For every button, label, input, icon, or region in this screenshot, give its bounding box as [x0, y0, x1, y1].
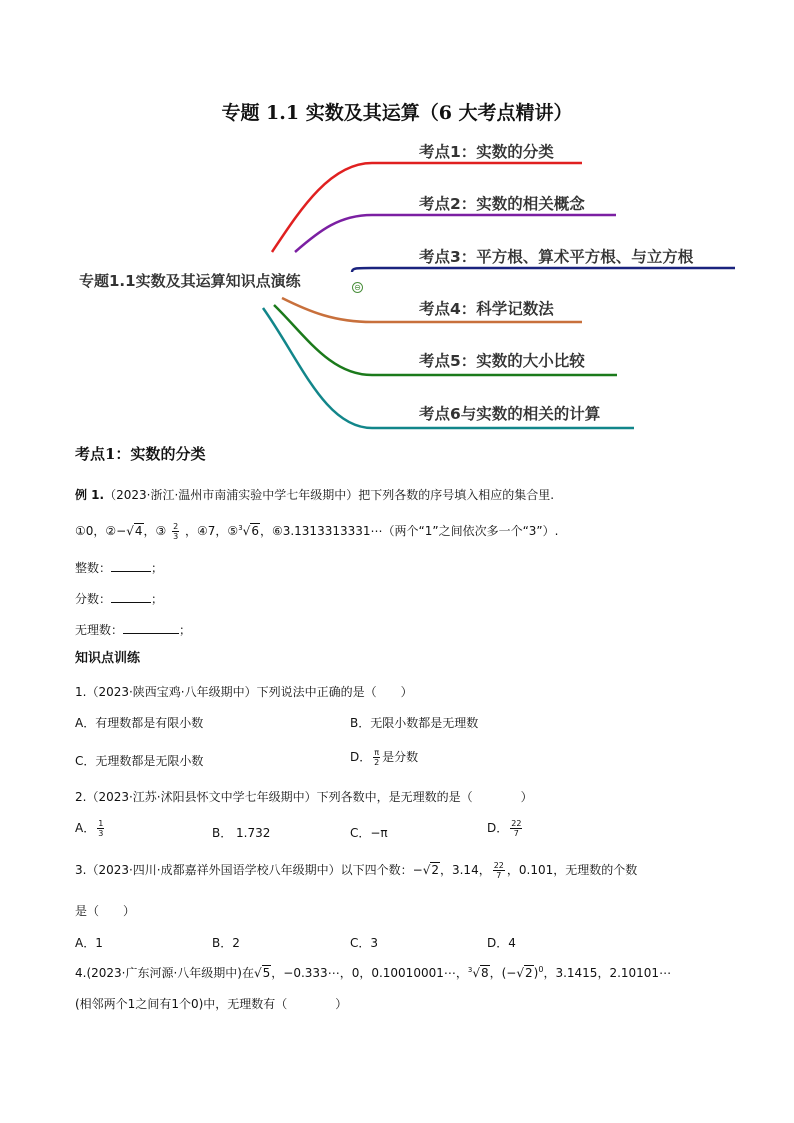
collapse-icon[interactable]: ⊖ [352, 282, 363, 293]
fill-fraction: 分数： ； [75, 592, 164, 606]
answer-blank[interactable] [111, 602, 151, 603]
question-4-stem: 4.(2023·广东河源·八年级期中)在√5，−0.333⋯，0，0.10010001⋯，$^3$√8，$(-√2)^0$，3.1415，2.10101⋯ [75, 965, 672, 980]
question-3-stem-line2: 是（ ） [75, 904, 136, 918]
q3-option-d[interactable]: D．4 [487, 936, 516, 950]
question-1-stem: 1.（2023·陕西宝鸡·八年级期中）下列说法中正确的是（ ） [75, 685, 413, 699]
example-label: 例 1. [75, 488, 105, 502]
page-title: 专题 1.1 实数及其运算（6 大考点精讲） [221, 102, 573, 124]
q2-option-c[interactable]: C．−π [350, 826, 388, 840]
q1-option-d[interactable]: D． $\frac{\pi}{2}$ 是分数 [350, 748, 419, 767]
question-3-stem: 3.（2023·四川·成都嘉祥外国语学校八年级期中）以下四个数：−√2，3.14， $\frac{22}{7}$ ，0.101，无理数的个数 [75, 861, 638, 880]
mind-map-branches [0, 0, 794, 440]
answer-blank[interactable] [123, 633, 179, 634]
q1-option-a[interactable]: A．有理数都是有限小数 [75, 716, 204, 730]
q2-option-b[interactable]: B． 1.732 [212, 826, 271, 840]
section-heading: 考点1：实数的分类 [75, 445, 206, 463]
question-4-stem-line2: (相邻两个1之间有1个0)中，无理数有（ ） [75, 997, 348, 1011]
mind-map-root: 专题1.1实数及其运算知识点演练 [79, 272, 301, 290]
example-1-items: ①0，②−√4，③ $\frac{2}{3}$ ，④7，⑤$^3$√6，⑥3.1313313331⋯（两个“1”之间依次多一个“3”）. [75, 522, 559, 541]
branch-3 [352, 268, 735, 272]
fill-irrational: 无理数： ； [75, 623, 192, 637]
topic-6: 考点6与实数的相关的计算 [419, 405, 601, 423]
topic-5: 考点5：实数的大小比较 [419, 352, 585, 370]
answer-blank[interactable] [111, 571, 151, 572]
q3-option-a[interactable]: A．1 [75, 936, 103, 950]
topic-4: 考点4：科学记数法 [419, 300, 554, 318]
topic-1: 考点1：实数的分类 [419, 143, 554, 161]
q1-option-c[interactable]: C．无理数都是无限小数 [75, 754, 204, 768]
fill-integer: 整数： ； [75, 561, 164, 575]
q2-option-d[interactable]: D． $\frac{22}{7}$ [487, 819, 522, 838]
topic-3: 考点3：平方根、算术平方根、与立方根 [419, 248, 694, 266]
question-2-stem: 2.（2023·江苏·沭阳县怀文中学七年级期中）下列各数中，是无理数的是（ ） [75, 790, 533, 804]
q2-option-a[interactable]: A． $\frac{1}{3}$ [75, 819, 104, 838]
practice-heading: 知识点训练 [75, 651, 141, 666]
q1-option-b[interactable]: B．无限小数都是无理数 [350, 716, 479, 730]
q3-option-c[interactable]: C．3 [350, 936, 379, 950]
topic-2: 考点2：实数的相关概念 [419, 195, 585, 213]
example-1-stem: 例 1.（2023·浙江·温州市南浦实验中学七年级期中）把下列各数的序号填入相应的集合里. [75, 488, 555, 502]
fraction: $\frac{2}{3}$ [173, 522, 179, 541]
q3-option-b[interactable]: B．2 [212, 936, 240, 950]
